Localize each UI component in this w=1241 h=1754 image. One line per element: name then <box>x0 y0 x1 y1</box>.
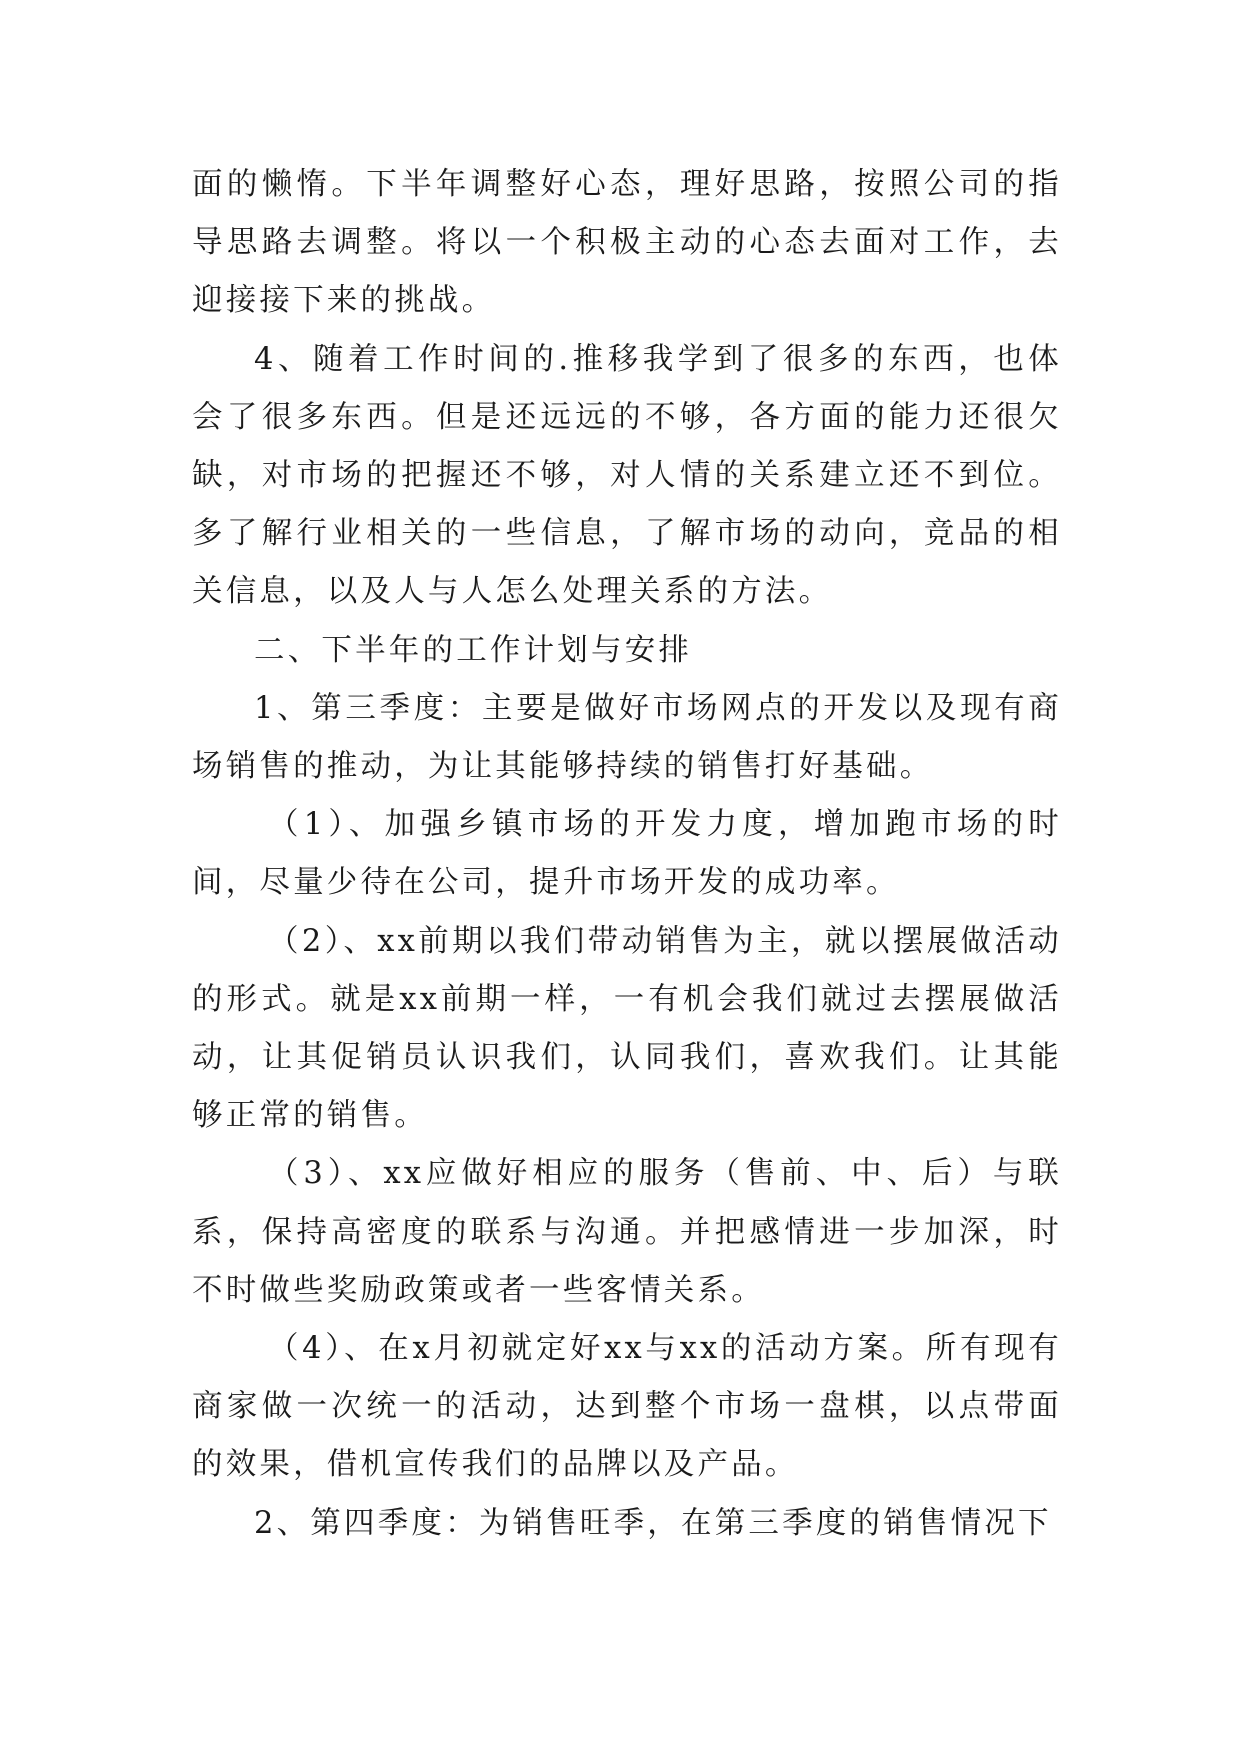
section-heading-plan: 二、下半年的工作计划与安排 <box>254 632 693 668</box>
paragraph-q3-item-1: （1）、加强乡镇市场的开发力度，增加跑市场的时间，尽量少待在公司，提升市场开发的成功率。 <box>192 807 1062 901</box>
paragraph-q3: 1、第三季度：主要是做好市场网点的开发以及现有商场销售的推动，为让其能够持续的销售打好基础。 <box>192 690 1062 785</box>
document-body <box>192 156 1062 1553</box>
paragraph-q3-item-3: （3）、xx应做好相应的服务（售前、中、后）与联系，保持高密度的联系与沟通。并把感情进一步加深，时不时做些奖励政策或者一些客情关系。 <box>192 1156 1062 1308</box>
paragraph-q3-item-4: （4）、在x月初就定好xx与xx的活动方案。所有现有商家做一次统一的活动，达到整个市场一盘棋，以点带面的效果，借机宣传我们的品牌以及产品。 <box>192 1331 1062 1483</box>
paragraph-q3-item-2: （2）、xx前期以我们带动销售为主，就以摆展做活动的形式。就是xx前期一样，一有机会我们就过去摆展做活动，让其促销员认识我们，认同我们，喜欢我们。让其能够正常的销售。 <box>192 923 1062 1134</box>
paragraph-q4: 2、第四季度：为销售旺季，在第三季度的销售情况下 <box>254 1505 1052 1541</box>
paragraph-continuation: 面的懒惰。下半年调整好心态，理好思路，按照公司的指导思路去调整。将以一个积极主动的心态去面对工作，去迎接接下来的挑战。 <box>192 167 1062 319</box>
paragraph-point-4: 4、随着工作时间的.推移我学到了很多的东西，也体会了很多东西。但是还远远的不够，各方面的能力还很欠缺，对市场的把握还不够，对人情的关系建立还不到位。多了解行业相关的一些信息，了解市场的动向，竞品的相关信息，以及人与人怎么处理关系的方法。 <box>192 341 1062 610</box>
